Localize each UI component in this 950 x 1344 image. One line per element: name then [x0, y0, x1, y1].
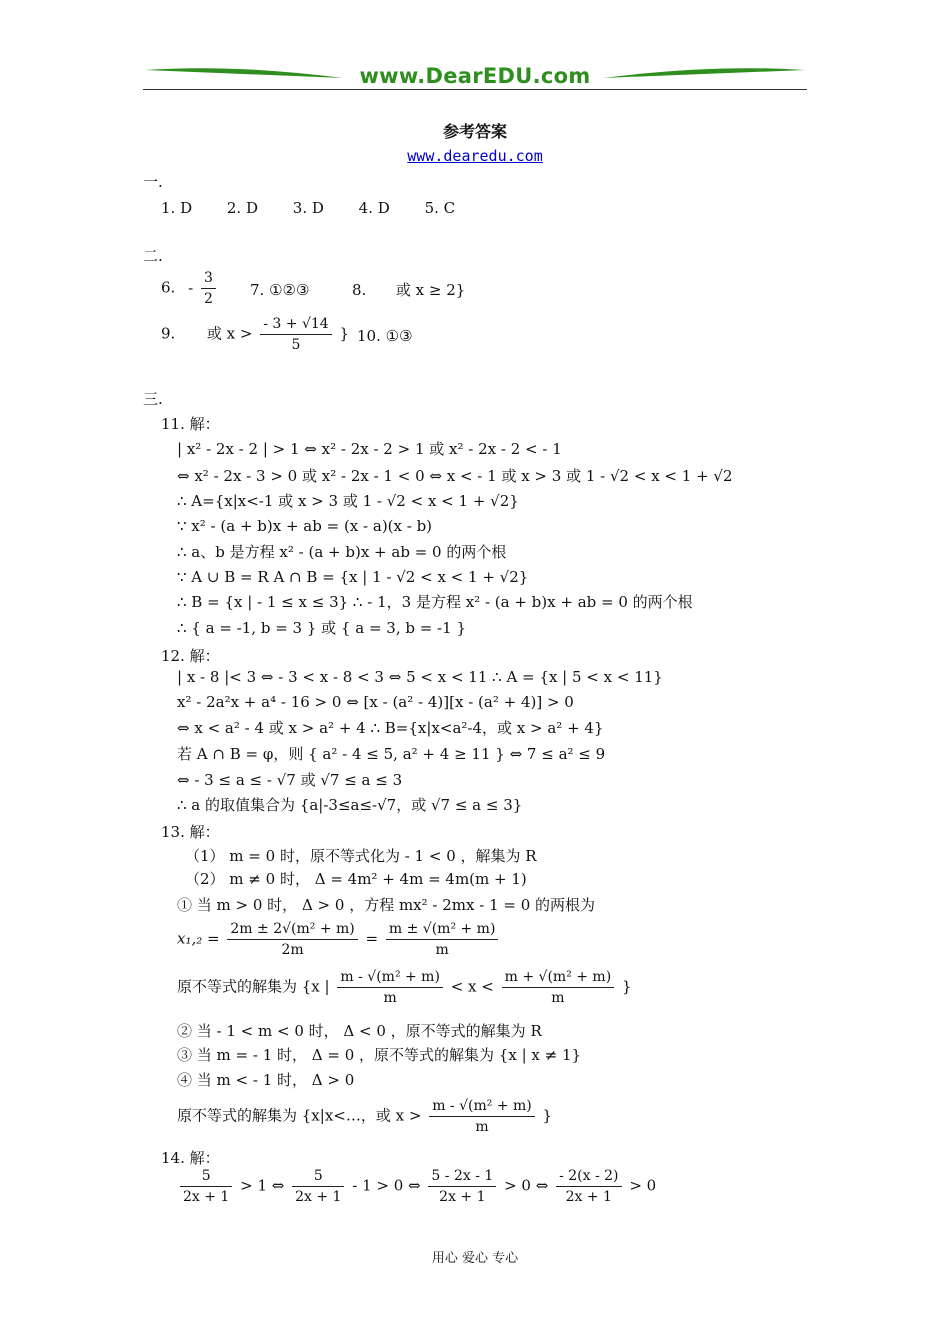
q11-line-8: ∴ { a = -1, b = 3 } 或 { a = 3, b = -1 }	[177, 619, 466, 637]
q13-line-4: x₁,₂ = $\frac{\text{2m ± 2√(m² + m)}}{2m}$ = $\frac{\text{m ± √(m² + m)}}{m}$	[177, 919, 501, 960]
q12-line-5: ⇔ - 3 ≤ a ≤ - √7 或 √7 ≤ a ≤ 3	[177, 771, 403, 789]
fraction: $\frac{5}{2x + 1}$	[292, 1166, 344, 1207]
answer-7: 7. ①②③	[250, 281, 310, 299]
header-rule	[143, 89, 807, 90]
q13-line-2: （2） m ≠ 0 时， Δ = 4m² + 4m = 4m(m + 1)	[185, 870, 527, 888]
q11-line-3: ∴ A={x|x<-1 或 x > 3 或 1 - √2 < x < 1 + √2}	[177, 492, 519, 510]
fraction: $\frac{\text{m - √(m² + m)}}{m}$	[429, 1096, 535, 1137]
fraction: $\frac{3}{2}$	[201, 268, 216, 309]
answer-8: 8. 或 x ≥ 2}	[352, 281, 466, 299]
fraction: $\frac{\text{m - √(m² + m)}}{m}$	[337, 967, 443, 1008]
section-1-answers	[161, 198, 485, 218]
answer-5: 5. C	[424, 199, 456, 217]
q12-line-1: | x - 8 |< 3 ⇔ - 3 < x - 8 < 3 ⇔ 5 < x < 11 ∴ A = {x | 5 < x < 11}	[177, 668, 663, 686]
q14-line-1: $\frac{5}{2x + 1}$ > 1 ⇔ $\frac{5}{2x + 1}$ - 1 > 0 ⇔ $\frac{5 - 2x - 1}{2x + 1}$ > 0 ⇔ $\frac{- 2(x - 2)}{2x + 1}$ > 0	[177, 1166, 656, 1207]
q12-heading: 12. 解：	[161, 647, 220, 665]
q11-line-1: | x² - 2x - 2 | > 1 ⇔ x² - 2x - 2 > 1 或 x² - 2x - 2 < - 1	[177, 440, 562, 458]
answer-10: 10. ①③	[357, 327, 413, 345]
q13-line-6: ② 当 - 1 < m < 0 时， Δ < 0 ，原不等式的解集为 R	[177, 1022, 542, 1040]
q13-line-1: （1） m = 0 时，原不等式化为 - 1 < 0 ，解集为 R	[185, 847, 537, 865]
site-link[interactable]: www.dearedu.com	[407, 147, 543, 165]
q11-line-2: ⇔ x² - 2x - 3 > 0 或 x² - 2x - 1 < 0 ⇔ x < - 1 或 x > 3 或 1 - √2 < x < 1 + √2	[177, 467, 733, 485]
fraction: $\frac{- 2(x - 2)}{2x + 1}$	[556, 1166, 621, 1207]
answer-3: 3. D	[292, 199, 324, 217]
q12-line-6: ∴ a 的取值集合为 {a|-3≤a≤-√7，或 √7 ≤ a ≤ 3}	[177, 796, 523, 814]
answer-2: 2. D	[226, 199, 258, 217]
q12-line-2: x² - 2a²x + a⁴ - 16 > 0 ⇔ [x - (a² - 4)][x - (a² + 4)] > 0	[177, 693, 574, 711]
q11-line-6: ∵ A ∪ B = R A ∩ B = {x | 1 - √2 < x < 1 + √2}	[177, 568, 529, 586]
fraction: $\frac{5 - 2x - 1}{2x + 1}$	[428, 1166, 496, 1207]
q13-line-7: ③ 当 m = - 1 时， Δ = 0 ，原不等式的解集为 {x | x ≠ 1}	[177, 1046, 582, 1064]
q13-line-5: 原不等式的解集为 {x | $\frac{\text{m - √(m² + m)}}{m}$ < x < $\frac{\text{m + √(m² + m)}}{m}$ }	[177, 969, 632, 1006]
q12-line-3: ⇔ x < a² - 4 或 x > a² + 4 ∴ B={x|x<a²-4，或 x > a² + 4}	[177, 719, 604, 737]
answer-4: 4. D	[358, 199, 390, 217]
fraction: $\frac{\text{m ± √(m² + m)}}{m}$	[386, 919, 499, 960]
answer-6: 6. - $\frac{3}{2}$	[161, 268, 219, 309]
fraction: $\frac{\text{m + √(m² + m)}}{m}$	[502, 967, 615, 1008]
fraction: $\frac{- 3 + √14}{5}$	[260, 314, 331, 355]
q11-heading: 11. 解：	[161, 415, 220, 433]
section-2-label: 二.	[143, 247, 163, 265]
page-title: 参考答案	[442, 122, 507, 141]
fraction: $\frac{\text{2m ± 2√(m² + m)}}{2m}$	[227, 919, 357, 960]
q12-line-4: 若 A ∩ B = φ，则 { a² - 4 ≤ 5, a² + 4 ≥ 11 } ⇔ 7 ≤ a² ≤ 9	[177, 745, 606, 763]
q14-heading: 14. 解：	[161, 1149, 220, 1167]
q11-line-5: ∴ a、b 是方程 x² - (a + b)x + ab = 0 的两个根	[177, 543, 507, 561]
site-logo: www.DearEDU.com	[359, 64, 591, 88]
fraction: $\frac{5}{2x + 1}$	[180, 1166, 232, 1207]
q11-line-4: ∵ x² - (a + b)x + ab = (x - a)(x - b)	[177, 517, 433, 535]
site-banner	[143, 62, 807, 92]
page-footer: 用心 爱心 专心	[431, 1251, 519, 1266]
answer-1: 1. D	[161, 199, 193, 217]
answer-9: 9. 或 x > $\frac{- 3 + √14}{5}$ }	[161, 316, 350, 353]
section-1-label: 一.	[143, 173, 163, 191]
q13-line-8: ④ 当 m < - 1 时， Δ > 0	[177, 1071, 355, 1089]
section-3-label: 三.	[143, 390, 163, 408]
q13-line-9: 原不等式的解集为 {x|x<…，或 x > $\frac{\text{m - √(m² + m)}}{m}$ }	[177, 1098, 553, 1135]
q13-line-3: ① 当 m > 0 时， Δ > 0 ，方程 mx² - 2mx - 1 = 0 的两根为	[177, 896, 596, 914]
q13-heading: 13. 解：	[161, 823, 220, 841]
q11-line-7: ∴ B = {x | - 1 ≤ x ≤ 3} ∴ - 1，3 是方程 x² - (a + b)x + ab = 0 的两个根	[177, 593, 693, 611]
